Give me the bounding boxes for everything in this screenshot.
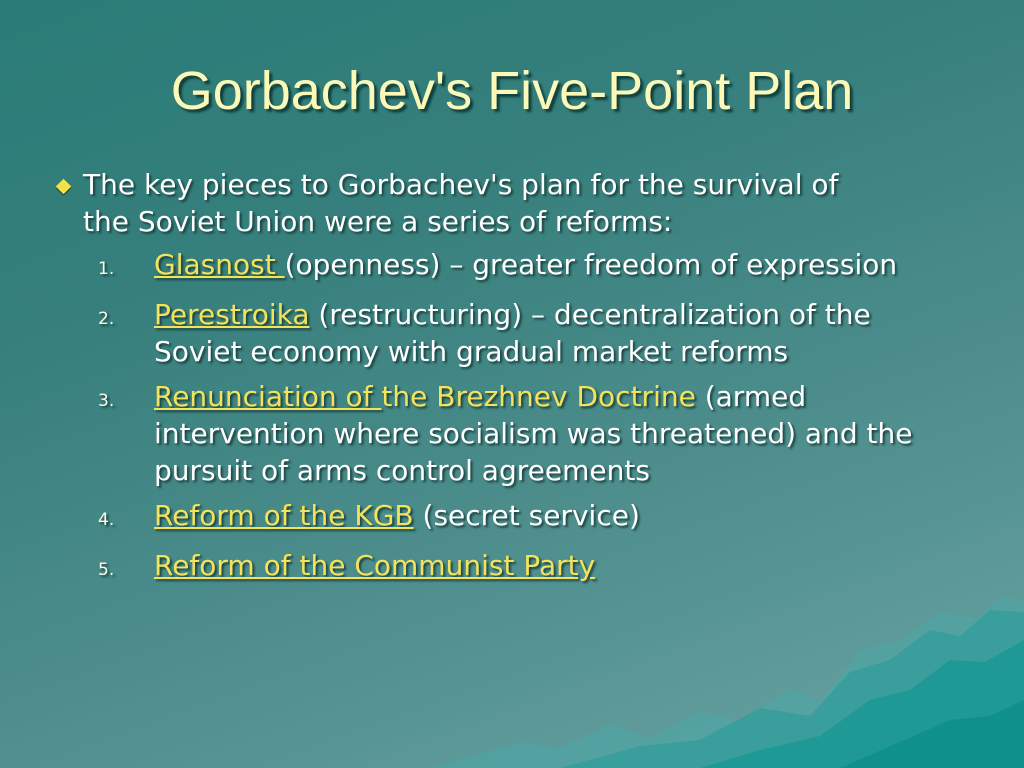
item-description: (openness) – greater freedom of expression [284, 248, 898, 281]
item-text [154, 547, 962, 584]
slide-content [54, 166, 974, 597]
brezhnev-doctrine-text: the Brezhnev Doctrine [381, 380, 696, 413]
list-item [98, 497, 974, 539]
slide-title: Gorbachev's Five-Point Plan [170, 61, 854, 121]
item-description: (restructuring) – decentralization of the Soviet economy with gradual market reforms [154, 298, 871, 368]
item-number: 5. [98, 560, 115, 580]
item-description: (secret service) [413, 499, 640, 532]
item-number: 2. [98, 309, 115, 329]
reform-list [98, 246, 974, 589]
item-number: 1. [98, 259, 115, 279]
perestroika-link[interactable]: Perestroika [154, 298, 310, 331]
item-text [154, 378, 962, 489]
list-item [98, 547, 974, 589]
item-description: (armed intervention where socialism was threatened) and the pursuit of arms control agreements [154, 380, 913, 487]
main-bullet [54, 166, 974, 240]
list-item [98, 246, 974, 288]
kgb-reform-link[interactable]: Reform of the KGB [154, 499, 414, 532]
list-item [98, 296, 974, 370]
list-item [98, 378, 974, 489]
communist-party-reform-link[interactable]: Reform of the Communist Party [154, 549, 596, 582]
item-number: 3. [98, 391, 115, 411]
diamond-bullet-icon [56, 179, 72, 195]
item-number: 4. [98, 510, 115, 530]
item-text [154, 497, 962, 534]
glasnost-link[interactable]: Glasnost [154, 248, 285, 281]
item-text [154, 296, 962, 370]
item-text [154, 246, 962, 283]
renunciation-link[interactable]: Renunciation of [154, 380, 382, 413]
main-bullet-text: The key pieces to Gorbachev's plan for the survival of the Soviet Union were a series of reforms: [83, 168, 839, 238]
